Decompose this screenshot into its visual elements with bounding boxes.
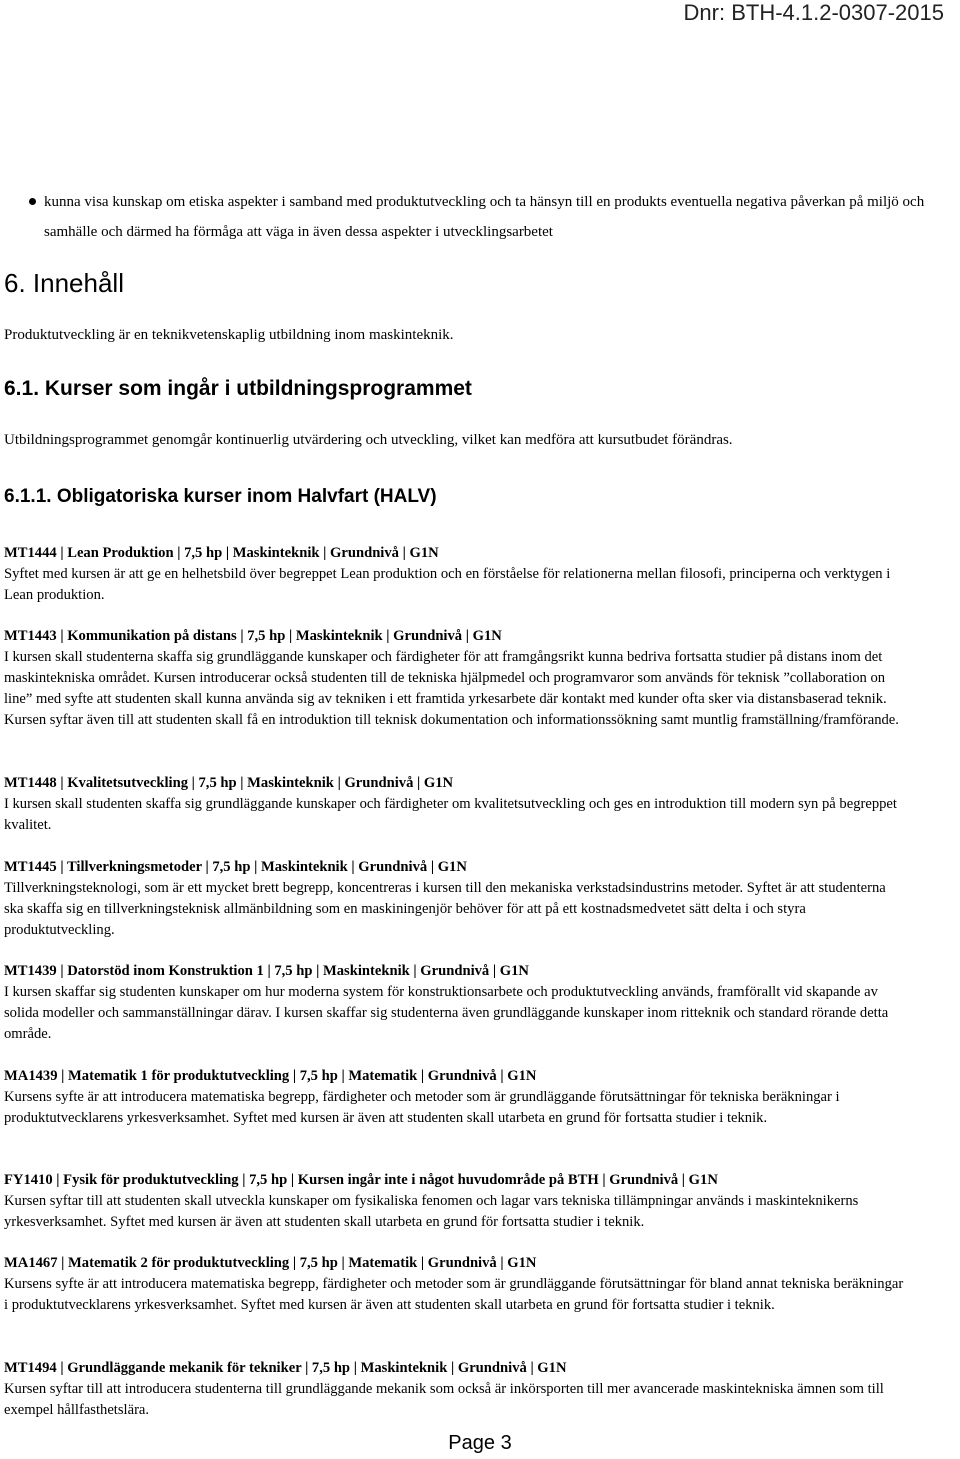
course-description: Kursen syftar till att studenten skall utveckla kunskaper om fysikaliska fenomen och lagar vars tekniska tillämpningar används i maskinteknikerns yrkesverksamhet. Syftet med kursen är även att studenten skall utarbeta en grund för fortsatta studier i teknik.	[4, 1193, 859, 1230]
course-description: Syftet med kursen är att ge en helhetsbild över begreppet Lean produktion och en förståelse för relationerna mellan filosofi, principerna och verktygen i Lean produktion.	[4, 566, 891, 603]
course-description: I kursen skaffar sig studenten kunskaper om hur moderna system för konstruktionsarbete och produktutveckling används, framförallt vid skapande av solida modeller och sammanställningar därav. I kursen skaffar sig studenterna även grundläggande kunskaper inom ritteknik och standard rörande detta område.	[4, 984, 889, 1042]
course-title: MT1494 | Grundläggande mekanik för tekniker | 7,5 hp | Maskinteknik | Grundnivå | G1N	[4, 1360, 567, 1376]
course-entry	[4, 1358, 904, 1421]
course-description: Kursen syftar till att introducera studenterna till grundläggande mekanik som också är inkörsporten till mer avancerade maskintekniska ämnen som till exempel hållfasthetslära.	[4, 1381, 884, 1418]
course-entry	[4, 961, 904, 1045]
course-description: Tillverkningsteknologi, som är ett mycket brett begrepp, koncentreras i kursen till den mekaniska verkstadsindustrins metoder. Syftet är att studenterna ska skaffa sig en tillverkningsteknisk allmänbildning som en maskiningenjör behöver för att på ett kostnadsmedvetet sätt delta i och styra produktutveckling.	[4, 880, 886, 938]
course-title: FY1410 | Fysik för produktutveckling | 7,5 hp | Kursen ingår inte i något huvudområde på BTH | Grundnivå | G1N	[4, 1172, 718, 1188]
course-entry	[4, 857, 904, 941]
course-title: MT1448 | Kvalitetsutveckling | 7,5 hp | Maskinteknik | Grundnivå | G1N	[4, 775, 454, 791]
section-heading-kurser: 6.1. Kurser som ingår i utbildningsprogrammet	[4, 377, 472, 400]
course-entry	[4, 1253, 904, 1316]
course-title: MT1439 | Datorstöd inom Konstruktion 1 | 7,5 hp | Maskinteknik | Grundnivå | G1N	[4, 963, 529, 979]
course-entry	[4, 626, 904, 731]
section-heading-innehall: 6. Innehåll	[4, 268, 124, 298]
course-entry	[4, 543, 904, 606]
list-item	[0, 187, 930, 247]
course-title: MA1467 | Matematik 2 för produktutveckling | 7,5 hp | Matematik | Grundnivå | G1N	[4, 1255, 537, 1271]
course-title: MT1443 | Kommunikation på distans | 7,5 hp | Maskinteknik | Grundnivå | G1N	[4, 628, 502, 644]
bullet-icon	[29, 198, 36, 205]
course-title: MA1439 | Matematik 1 för produktutveckling | 7,5 hp | Matematik | Grundnivå | G1N	[4, 1068, 537, 1084]
section-heading-obligatoriska: 6.1.1. Obligatoriska kurser inom Halvfart (HALV)	[4, 486, 437, 507]
course-title: MT1444 | Lean Produktion | 7,5 hp | Maskinteknik | Grundnivå | G1N	[4, 545, 439, 561]
page-number: Page 3	[448, 1432, 512, 1454]
course-description: Kursens syfte är att introducera matematiska begrepp, färdigheter och metoder som är grundläggande förutsättningar för bland annat tekniska beräkningar i produktutvecklarens yrkesverksamhet. Syftet med kursen är även att studenten skall utarbeta en grund för fortsatta studier i teknik.	[4, 1276, 904, 1313]
course-description: I kursen skall studenterna skaffa sig grundläggande kunskaper och färdigheter för att framgångsrikt kunna bedriva fortsatta studier på distans inom det maskintekniska området. Kursen introducerar också studenten till de tekniska hjälpmedel och programvaror som används för teknisk ”collaboration on line” med syfte att studenten skall kunna använda sig av tekniken i ett framtida yrkesarbete där kontakt med kunder ofta sker via distansbaserad teknik. Kursen syftar även till att studenten skall få en introduktion till teknisk dokumentation och informationssökning samt muntlig framställning/framförande.	[4, 649, 899, 728]
section-paragraph: Produktutveckling är en teknikvetenskaplig utbildning inom maskinteknik.	[4, 327, 454, 343]
document-number: Dnr: BTH-4.1.2-0307-2015	[683, 0, 944, 25]
course-description: I kursen skall studenten skaffa sig grundläggande kunskaper och färdigheter om kvalitetsutveckling och ges en introduktion till modern syn på begreppet kvalitet.	[4, 796, 897, 833]
bullet-list	[0, 187, 930, 247]
course-description: Kursens syfte är att introducera matematiska begrepp, färdigheter och metoder som är grundläggande förutsättningar för tekniska beräkningar i produktutvecklarens yrkesverksamhet. Syftet med kursen är även att studenten skall utarbeta en grund för fortsatta studier i teknik.	[4, 1089, 840, 1126]
course-entry	[4, 773, 904, 836]
course-entry	[4, 1170, 904, 1233]
list-item-text: kunna visa kunskap om etiska aspekter i samband med produktutveckling och ta hänsyn till en produkts eventuella negativa påverkan på miljö och samhälle och därmed ha förmåga att väga in även dessa aspekter i utvecklingsarbetet	[44, 194, 925, 240]
course-title: MT1445 | Tillverkningsmetoder | 7,5 hp | Maskinteknik | Grundnivå | G1N	[4, 859, 467, 875]
section-paragraph: Utbildningsprogrammet genomgår kontinuerlig utvärdering och utveckling, vilket kan medföra att kursutbudet förändras.	[4, 432, 733, 448]
course-entry	[4, 1066, 904, 1129]
